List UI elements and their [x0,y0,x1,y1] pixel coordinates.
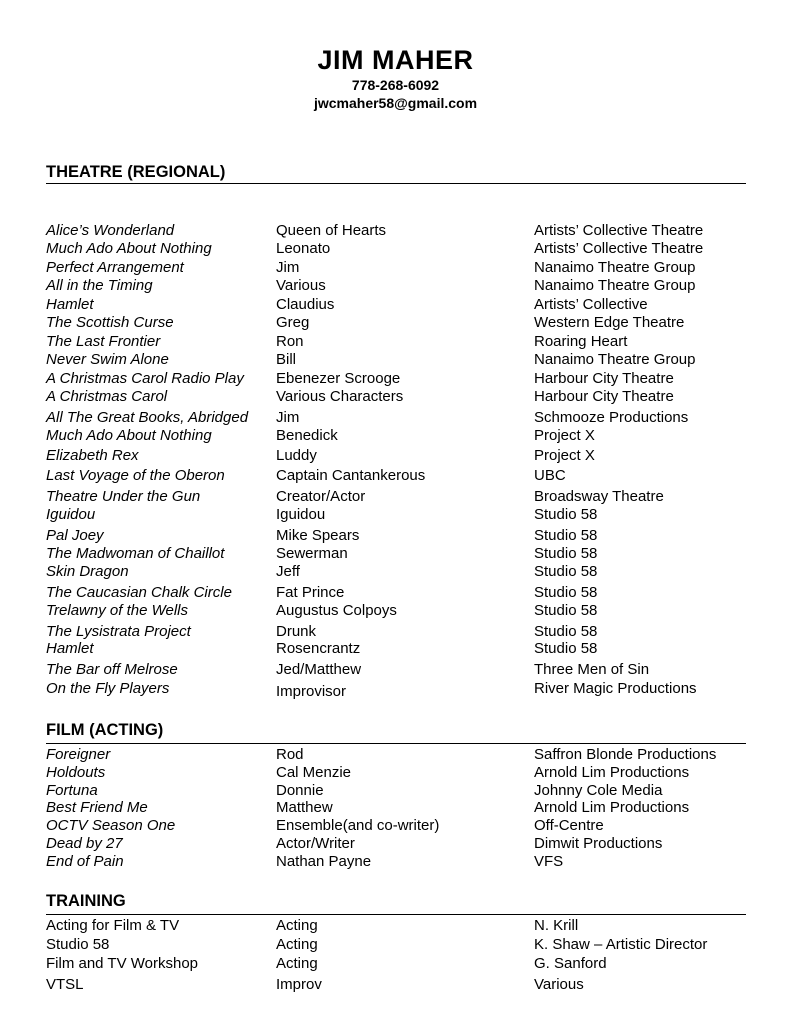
credit-row [0,295,791,314]
section-divider [46,743,746,744]
credit-role: Ron [276,333,304,350]
credit-row [0,562,791,581]
credit-company: Arnold Lim Productions [534,764,690,781]
credit-role: Sewerman [276,545,348,562]
credit-company: Studio 58 [534,623,598,640]
credit-row [0,954,791,973]
credit-title: Fortuna [46,782,98,799]
credit-role: Nathan Payne [276,853,372,870]
credit-row [0,544,791,563]
credit-row [0,446,791,465]
credit-title: Hamlet [46,640,94,657]
credit-role: Leonato [276,240,331,257]
section-divider [46,914,746,915]
credit-company: Studio 58 [534,584,598,601]
credit-title: Acting for Film & TV [46,917,180,934]
credit-row [0,408,791,427]
section-divider [46,183,746,184]
credit-title: Holdouts [46,764,106,781]
credit-title: A Christmas Carol Radio Play [46,370,244,387]
credit-role: Mike Spears [276,527,360,544]
credit-role: Improv [276,976,322,993]
credit-company: Johnny Cole Media [534,782,663,799]
credit-role: Ebenezer Scrooge [276,370,401,387]
credit-company: Studio 58 [534,527,598,544]
credit-title: A Christmas Carol [46,388,168,405]
credit-company: Harbour City Theatre [534,388,674,405]
credit-role: Jed/Matthew [276,661,362,678]
credit-role: Captain Cantankerous [276,467,426,484]
credit-title: Hamlet [46,296,94,313]
credit-role: Augustus Colpoys [276,602,397,619]
section-title: TRAINING [46,892,126,910]
credit-title: The Bar off Melrose [46,661,178,678]
credit-row [0,975,791,994]
credit-row [0,601,791,620]
credit-company: Roaring Heart [534,333,628,350]
credit-title: Dead by 27 [46,835,123,852]
credit-company: River Magic Productions [534,680,697,697]
credit-company: Artists’ Collective Theatre [534,240,704,257]
credit-title: Elizabeth Rex [46,447,139,464]
credit-company: Studio 58 [534,506,598,523]
credit-title: Never Swim Alone [46,351,169,368]
credit-role: Ensemble(and co-writer) [276,817,440,834]
credit-role: Iguidou [276,506,326,523]
credit-row [0,583,791,602]
credit-title: Perfect Arrangement [46,259,184,276]
credit-role: Acting [276,955,318,972]
credit-company: Arnold Lim Productions [534,799,690,816]
credit-row [0,935,791,954]
credit-row [0,763,791,782]
credit-row [0,660,791,679]
credit-company: Project X [534,427,595,444]
credit-role: Benedick [276,427,338,444]
actor-name: JIM MAHER [317,45,474,75]
credit-title: Much Ado About Nothing [46,240,212,257]
credit-company: Off-Centre [534,817,604,834]
credit-company: Three Men of Sin [534,661,650,678]
credit-row [0,798,791,817]
credit-row [0,852,791,871]
credit-role: Fat Prince [276,584,345,601]
credit-row [0,505,791,524]
section-title: THEATRE (REGIONAL) [46,163,226,181]
credit-company: G. Sanford [534,955,607,972]
credit-row [0,526,791,545]
credit-role: Jim [276,259,300,276]
credit-role: Actor/Writer [276,835,355,852]
credit-title: Best Friend Me [46,799,148,816]
phone-number: 778-268-6092 [351,77,440,93]
credit-company: Artists’ Collective Theatre [534,222,704,239]
credit-role: Various Characters [276,388,404,405]
credit-row [0,239,791,258]
credit-row [0,916,791,935]
credit-role: Rosencrantz [276,640,361,657]
section-title: FILM (ACTING) [46,721,164,739]
credit-row [0,679,791,698]
credit-company: Studio 58 [534,563,598,580]
credit-row [0,387,791,406]
credit-row [0,426,791,445]
credit-title: VTSL [46,976,84,993]
credit-title: All The Great Books, Abridged [46,409,249,426]
credit-title: Last Voyage of the Oberon [46,467,225,484]
credit-role: Acting [276,936,318,953]
credit-role: Creator/Actor [276,488,366,505]
credit-company: Harbour City Theatre [534,370,674,387]
credit-company: Project X [534,447,595,464]
credit-role: Acting [276,917,318,934]
credit-title: The Caucasian Chalk Circle [46,584,232,601]
credit-title: Pal Joey [46,527,104,544]
credit-role: Matthew [276,799,333,816]
credit-title: The Madwoman of Chaillot [46,545,225,562]
credit-role: Claudius [276,296,335,313]
credit-row [0,834,791,853]
credit-title: Much Ado About Nothing [46,427,212,444]
credit-role: Improvisor [276,683,347,700]
credit-company: Nanaimo Theatre Group [534,277,696,294]
credit-title: Skin Dragon [46,563,129,580]
credit-row [0,369,791,388]
credit-role: Queen of Hearts [276,222,387,239]
credit-title: Studio 58 [46,936,110,953]
credit-row [0,276,791,295]
credit-row [0,816,791,835]
credit-row [0,221,791,240]
credit-title: The Lysistrata Project [46,623,191,640]
credit-title: Film and TV Workshop [46,955,198,972]
credit-row [0,332,791,351]
credit-role: Drunk [276,623,317,640]
credit-company: K. Shaw – Artistic Director [534,936,708,953]
credit-company: Artists’ Collective [534,296,648,313]
credit-role: Luddy [276,447,317,464]
credit-role: Jeff [276,563,300,580]
credit-company: Studio 58 [534,602,598,619]
credit-company: Broadsway Theatre [534,488,664,505]
credit-title: Trelawny of the Wells [46,602,188,619]
credit-title: Alice’s Wonderland [46,222,175,239]
credit-title: The Last Frontier [46,333,161,350]
credit-company: Dimwit Productions [534,835,663,852]
credit-row [0,258,791,277]
credit-role: Jim [276,409,300,426]
credit-role: Donnie [276,782,324,799]
credit-company: Nanaimo Theatre Group [534,259,696,276]
email-address: jwcmaher58@gmail.com [313,95,478,111]
credit-title: End of Pain [46,853,124,870]
credit-title: All in the Timing [46,277,153,294]
credit-title: Iguidou [46,506,96,523]
credit-title: The Scottish Curse [46,314,174,331]
credit-company: VFS [534,853,564,870]
credit-title: Theatre Under the Gun [46,488,201,505]
credit-role: Various [276,277,326,294]
credit-role: Rod [276,746,304,763]
resume-header [0,44,791,112]
credit-title: OCTV Season One [46,817,176,834]
credit-company: Schmooze Productions [534,409,689,426]
credit-company: UBC [534,467,566,484]
credit-company: Various [534,976,584,993]
credit-company: Saffron Blonde Productions [534,746,717,763]
credit-row [0,639,791,658]
credit-company: Studio 58 [534,545,598,562]
credit-title: On the Fly Players [46,680,170,697]
credit-role: Greg [276,314,310,331]
credit-title: Foreigner [46,746,111,763]
credit-company: Nanaimo Theatre Group [534,351,696,368]
credit-company: Western Edge Theatre [534,314,685,331]
credit-row [0,350,791,369]
credit-row [0,745,791,764]
credit-company: Studio 58 [534,640,598,657]
credit-role: Cal Menzie [276,764,352,781]
credit-row [0,466,791,485]
credit-row [0,487,791,506]
credit-company: N. Krill [534,917,579,934]
credit-role: Bill [276,351,297,368]
credit-row [0,313,791,332]
